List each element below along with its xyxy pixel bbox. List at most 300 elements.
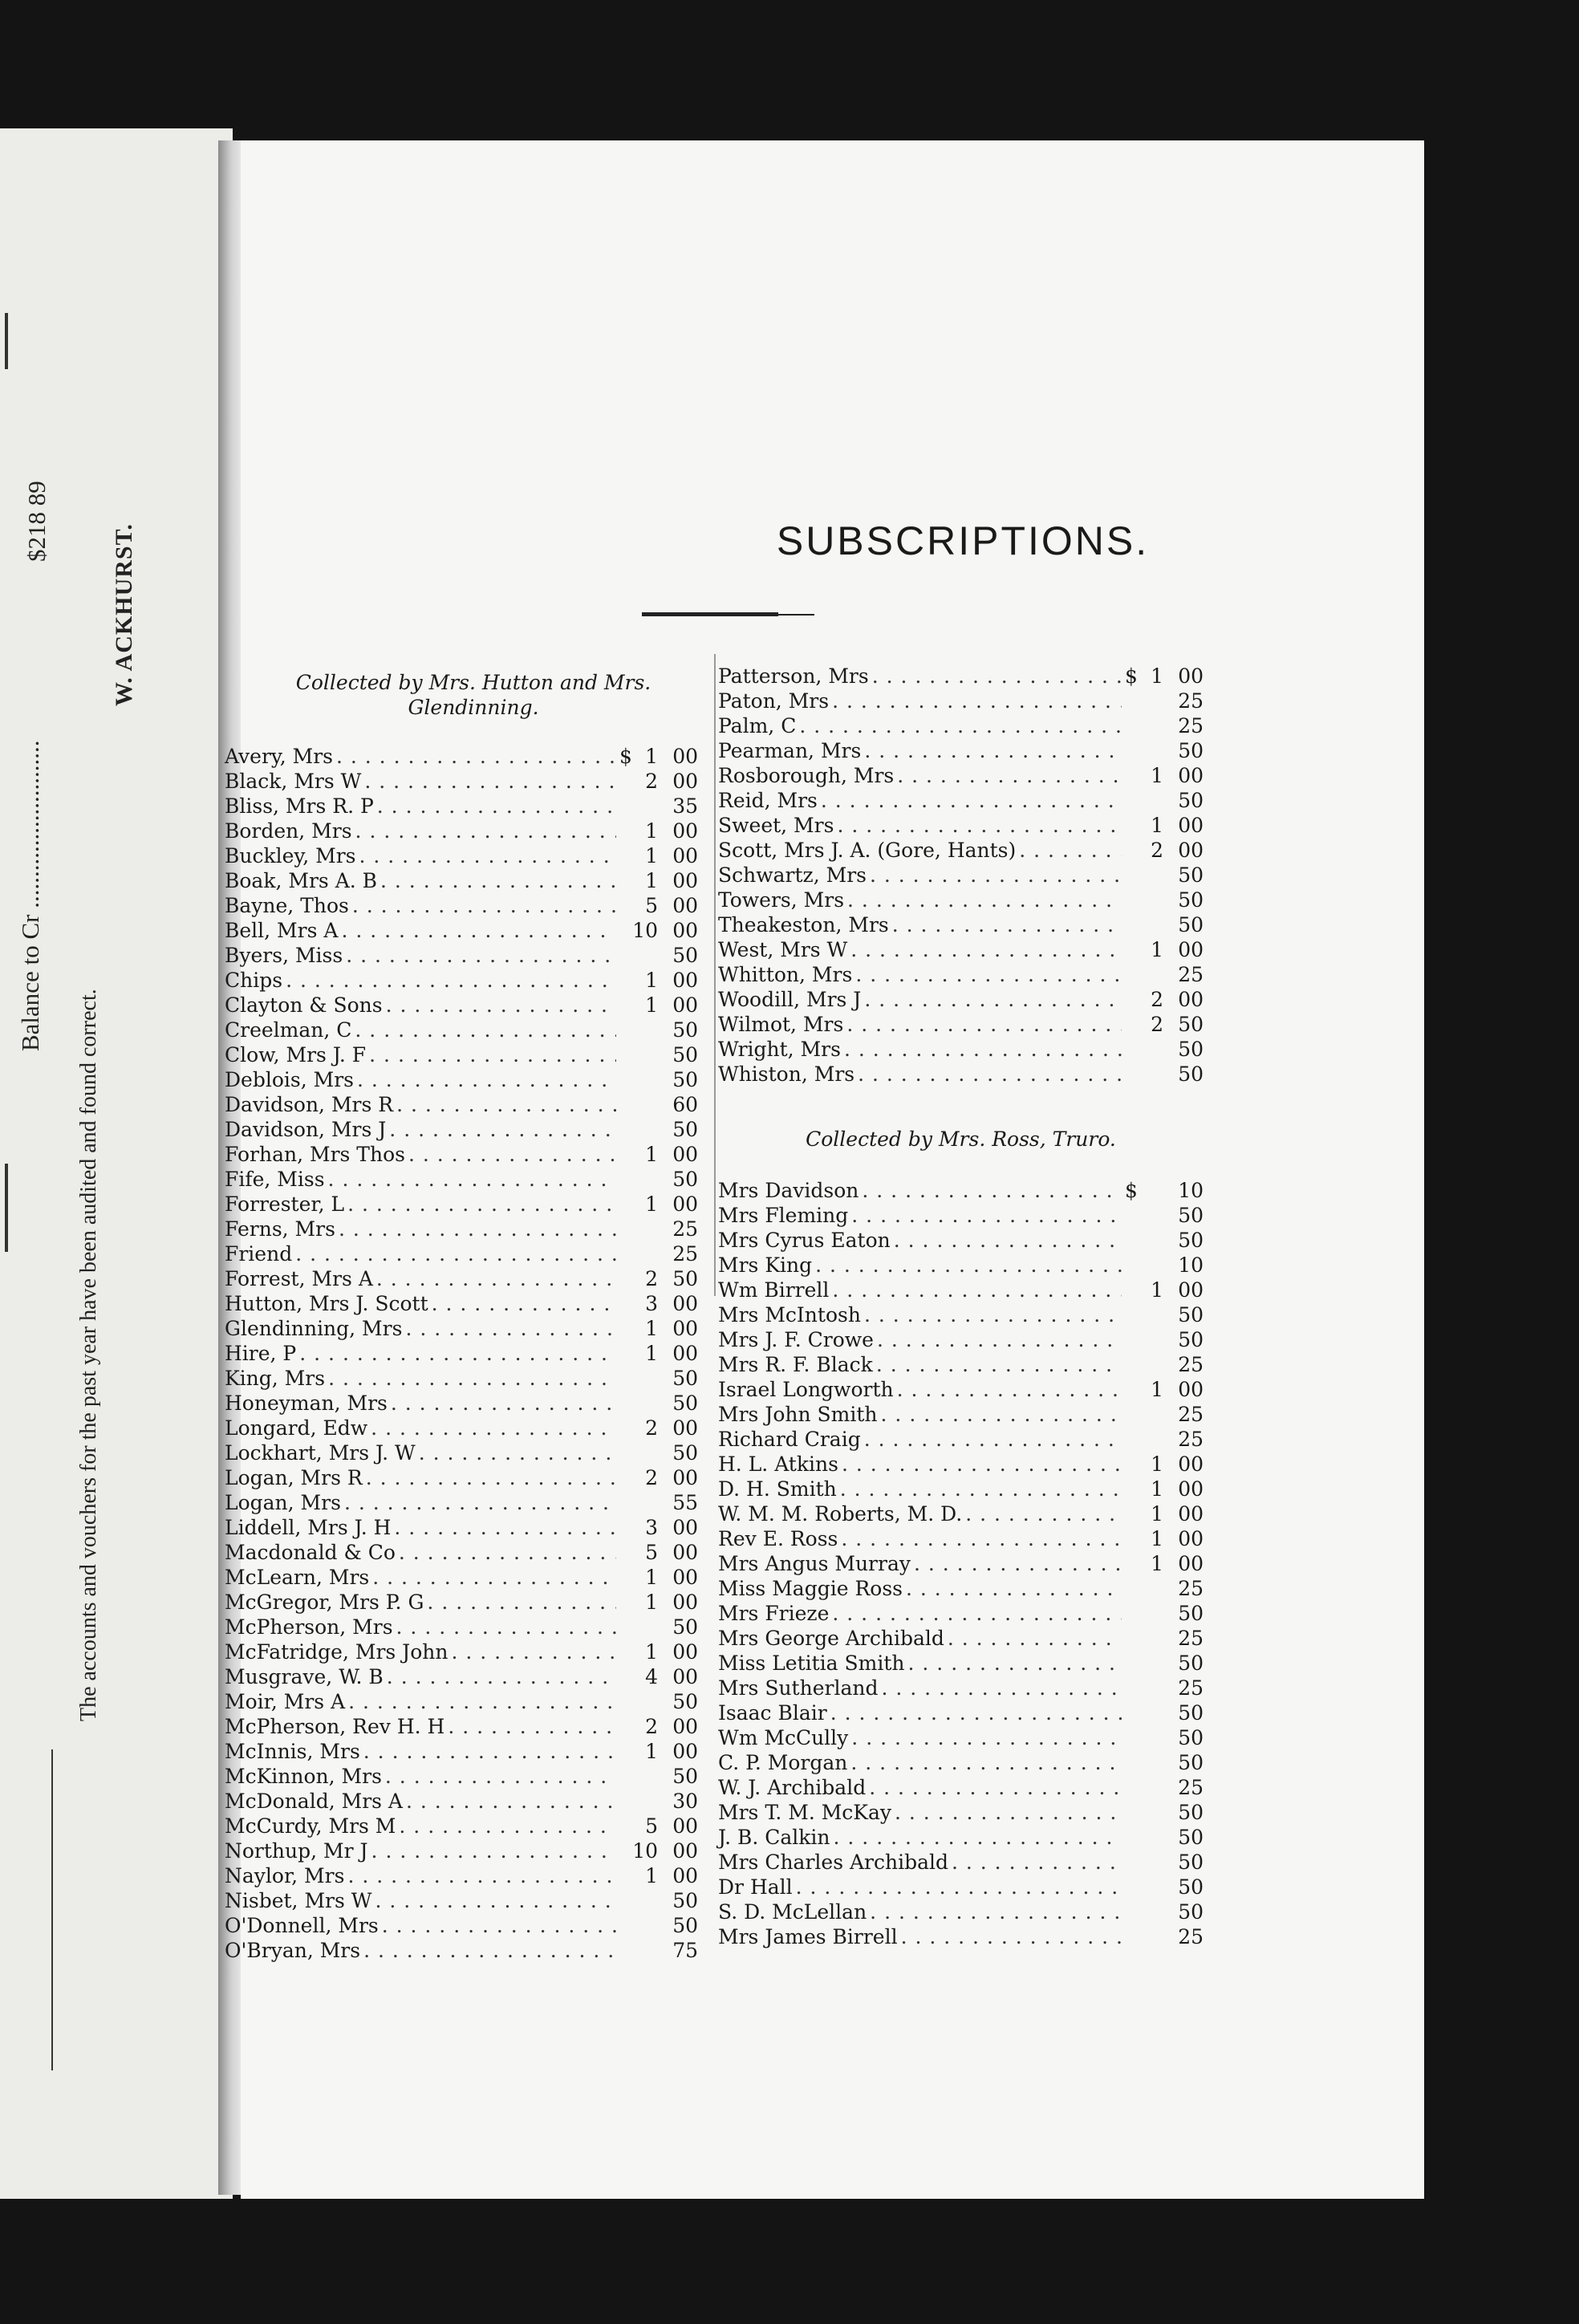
subscriber-row	[225, 794, 698, 819]
amount-cents: 50	[1178, 1229, 1204, 1252]
leader-dots	[363, 1739, 616, 1764]
subscriber-row	[225, 1789, 698, 1814]
subscriber-name: Sweet, Mrs	[718, 814, 834, 837]
subscriber-row	[225, 1416, 698, 1440]
leader-dots	[363, 1938, 616, 1963]
leader-dots	[881, 1402, 1122, 1427]
subscriber-name: Fife, Miss	[225, 1168, 325, 1191]
subscriber-name: Mrs Charles Archibald	[718, 1851, 948, 1874]
subscriber-name: S. D. McLellan	[718, 1900, 867, 1924]
leader-dots	[834, 1825, 1122, 1850]
amount-cents: 00	[672, 1292, 698, 1315]
subscriptions-page	[225, 140, 1424, 2199]
leader-dots	[377, 794, 616, 819]
leader-dots	[870, 863, 1122, 888]
leader-dots	[895, 1800, 1122, 1825]
leader-dots	[821, 788, 1122, 813]
leader-dots	[347, 1863, 616, 1888]
leader-dots	[299, 1341, 616, 1366]
subscriber-name: Mrs Cyrus Eaton	[718, 1229, 891, 1252]
subscriber-name: W. M. M. Roberts, M. D.	[718, 1502, 963, 1526]
amount-dollars: 2	[645, 1715, 658, 1738]
leader-dots	[897, 763, 1122, 788]
amount-cents: 30	[672, 1790, 698, 1813]
subscriber-row	[718, 1377, 1204, 1402]
subscriber-row	[225, 1515, 698, 1540]
leader-dots	[864, 987, 1122, 1012]
subscriber-row	[225, 1440, 698, 1465]
amount-dollars: 1	[1151, 1278, 1163, 1302]
leader-dots	[842, 1452, 1122, 1477]
subscriber-list	[718, 1178, 1204, 1949]
amount-cents: 50	[672, 1068, 698, 1091]
subscriber-row	[718, 1452, 1204, 1477]
subscriber-name: Liddell, Mrs J. H	[225, 1516, 392, 1539]
subscriber-row	[225, 1764, 698, 1789]
amount-cents: 50	[1178, 1204, 1204, 1227]
leader-dots	[376, 1266, 616, 1291]
subscriber-name: Northup, Mr J	[225, 1839, 368, 1863]
amount-cents: 00	[672, 969, 698, 992]
amount-cents: 35	[672, 794, 698, 818]
amount-cents: 50	[1178, 1303, 1204, 1327]
subscriber-name: Naylor, Mrs	[225, 1864, 345, 1887]
leader-dots	[405, 1316, 616, 1341]
leader-dots	[357, 1067, 616, 1092]
leader-dots	[832, 689, 1122, 713]
amount-cents: 50	[672, 1018, 698, 1042]
amount-cents: 50	[672, 1914, 698, 1937]
subscriber-name: Davidson, Mrs R	[225, 1093, 394, 1116]
amount-cents: 00	[1178, 1378, 1204, 1401]
subscriber-row	[718, 1253, 1204, 1278]
subscriber-row	[718, 912, 1204, 937]
subscriber-row	[718, 1576, 1204, 1601]
subscriber-name: Moir, Mrs A	[225, 1690, 346, 1713]
subscriber-row	[718, 1427, 1204, 1452]
amount-cents: 00	[1178, 764, 1204, 787]
amount-cents: 00	[672, 844, 698, 867]
amount-cents: 50	[672, 1267, 698, 1290]
amount-cents: 50	[1178, 913, 1204, 937]
leader-dots	[851, 1203, 1122, 1228]
subscriber-name: McInnis, Mrs	[225, 1740, 360, 1763]
leader-dots	[1019, 838, 1122, 863]
leader-dots	[876, 1352, 1122, 1377]
subscriber-row	[718, 738, 1204, 763]
subscriber-name: McPherson, Mrs	[225, 1615, 393, 1639]
subscriber-name: Black, Mrs W	[225, 770, 362, 793]
margin-rule-bottom	[51, 1749, 53, 2070]
leader-dots	[850, 1750, 1122, 1775]
amount-dollars: 1	[645, 1640, 658, 1664]
amount-cents: 50	[672, 1765, 698, 1788]
subscriber-row	[718, 1825, 1204, 1850]
subscriber-name: Towers, Mrs	[718, 888, 845, 912]
subscriber-row	[225, 1217, 698, 1241]
subscriber-name: J. B. Calkin	[718, 1826, 830, 1849]
subscriber-row	[718, 962, 1204, 987]
amount-cents: 50	[1178, 1751, 1204, 1774]
margin-rule-mid	[5, 1164, 8, 1252]
amount-cents: 00	[672, 1740, 698, 1763]
subscriber-name: Wilmot, Mrs	[718, 1013, 844, 1036]
amount-dollars: 2	[645, 1267, 658, 1290]
subscriber-row	[718, 763, 1204, 788]
amount-cents: 50	[672, 1392, 698, 1415]
subscriber-row	[718, 987, 1204, 1012]
subscriber-name: King, Mrs	[225, 1367, 326, 1390]
leader-dots	[359, 843, 617, 868]
subscriber-name: Miss Letitia Smith	[718, 1652, 905, 1675]
amount-cents: 00	[672, 819, 698, 843]
subscriber-name: West, Mrs W	[718, 938, 848, 961]
leader-dots	[355, 1018, 616, 1042]
leader-dots	[382, 1913, 616, 1938]
subscriber-name: Wm McCully	[718, 1726, 849, 1749]
amount-cents: 00	[672, 993, 698, 1017]
subscriber-name: Mrs Sutherland	[718, 1676, 879, 1700]
amount-cents: 50	[672, 944, 698, 967]
subscriber-row	[718, 1750, 1204, 1775]
subscriber-name: Rosborough, Mrs	[718, 764, 895, 787]
subscriber-row	[225, 1391, 698, 1416]
subscriber-row	[225, 1913, 698, 1938]
amount-cents: 60	[672, 1093, 698, 1116]
subscriptions-column-right	[718, 664, 1204, 1949]
subscriber-name: McGregor, Mrs P. G	[225, 1591, 424, 1614]
amount-dollars: 1	[1151, 1502, 1163, 1526]
leader-dots	[894, 1228, 1122, 1253]
subscriber-row	[718, 1924, 1204, 1949]
amount-cents: 00	[672, 1839, 698, 1863]
amount-cents: 00	[1178, 1527, 1204, 1550]
leader-dots	[386, 993, 616, 1018]
subscriber-row	[718, 1402, 1204, 1427]
amount-dollars: 1	[645, 1591, 658, 1614]
amount-dollars: 1	[645, 844, 658, 867]
leader-dots	[385, 1764, 616, 1789]
leader-dots	[295, 1241, 616, 1266]
amount-cents: 25	[1178, 1428, 1204, 1451]
leader-dots	[796, 1875, 1122, 1899]
leader-dots	[389, 1117, 616, 1142]
subscriber-name: Mrs Angus Murray	[718, 1552, 911, 1575]
subscriber-name: Bell, Mrs A	[225, 919, 339, 942]
subscriber-row	[225, 1664, 698, 1689]
subscriber-name: Clayton & Sons	[225, 993, 383, 1017]
leader-dots	[394, 1515, 616, 1540]
subscriber-name: Lockhart, Mrs J. W	[225, 1441, 416, 1465]
amount-dollars: 1	[1151, 1552, 1163, 1575]
amount-cents: 55	[672, 1491, 698, 1514]
subscriber-row	[225, 843, 698, 868]
amount-dollars: 1	[1151, 938, 1163, 961]
amount-cents: 50	[672, 1367, 698, 1390]
subscriber-row	[718, 1651, 1204, 1676]
currency-sign: $	[1125, 664, 1138, 688]
subscriber-name: Whitton, Mrs	[718, 963, 853, 986]
leader-dots	[406, 1789, 616, 1814]
subscriber-name: Logan, Mrs	[225, 1491, 341, 1514]
leader-dots	[901, 1924, 1122, 1949]
leader-dots	[366, 1465, 616, 1490]
subscriber-name: Pearman, Mrs	[718, 739, 862, 762]
subscriber-name: Patterson, Mrs	[718, 664, 869, 688]
subscriber-row	[225, 1018, 698, 1042]
amount-cents: 50	[1178, 1062, 1204, 1086]
title-rule-tail	[778, 614, 814, 616]
leader-dots	[372, 1565, 616, 1590]
subscriber-row	[718, 1899, 1204, 1924]
currency-sign: $	[1125, 1179, 1138, 1202]
leader-dots	[862, 1178, 1122, 1203]
amount-cents: 00	[1178, 1477, 1204, 1501]
leader-dots	[851, 1725, 1122, 1750]
subscriber-name: Ferns, Mrs	[225, 1217, 335, 1241]
subscriber-name: Richard Craig	[718, 1428, 861, 1451]
subscriber-name: Theakeston, Mrs	[718, 913, 889, 937]
subscriber-name: Forrest, Mrs A	[225, 1267, 373, 1290]
subscriber-row	[718, 1700, 1204, 1725]
amount-dollars: 10	[632, 1839, 658, 1863]
leader-dots	[815, 1253, 1122, 1278]
leader-dots	[855, 962, 1122, 987]
amount-dollars: 2	[645, 770, 658, 793]
leader-dots	[914, 1551, 1122, 1576]
subscriber-name: Mrs R. F. Black	[718, 1353, 873, 1376]
subscriber-name: Palm, C	[718, 714, 797, 737]
leader-dots	[870, 1899, 1122, 1924]
leader-dots	[355, 819, 616, 843]
leader-dots	[892, 912, 1122, 937]
leader-dots	[328, 1366, 616, 1391]
amount-cents: 50	[1178, 739, 1204, 762]
title-rule	[642, 612, 778, 616]
subscriber-name: Honeyman, Mrs	[225, 1392, 388, 1415]
subscriber-name: Mrs Fleming	[718, 1204, 849, 1227]
subscriber-row	[225, 819, 698, 843]
amount-cents: 00	[1178, 839, 1204, 862]
leader-dots	[427, 1590, 616, 1615]
subscriber-row	[225, 1192, 698, 1217]
subscriber-name: Nisbet, Mrs W	[225, 1889, 372, 1912]
leader-dots	[864, 1427, 1122, 1452]
amount-cents: 00	[672, 1516, 698, 1539]
subscriber-name: Dr Hall	[718, 1875, 793, 1899]
subscriber-row	[225, 1565, 698, 1590]
amount-dollars: 1	[645, 819, 658, 843]
leader-dots	[451, 1639, 616, 1664]
amount-dollars: 2	[645, 1416, 658, 1440]
subscriber-name: Buckley, Mrs	[225, 844, 356, 867]
subscriber-name: Borden, Mrs	[225, 819, 352, 843]
collector-heading: Collected by Mrs. Hutton and Mrs. Glendinning.	[295, 671, 651, 719]
leader-dots	[906, 1576, 1122, 1601]
leader-dots	[952, 1850, 1122, 1875]
amount-dollars: 2	[645, 1466, 658, 1489]
amount-cents: 00	[1178, 1502, 1204, 1526]
subscriber-row	[718, 788, 1204, 813]
amount-dollars: 1	[645, 1317, 658, 1340]
subscriber-name: Mrs Davidson	[718, 1179, 859, 1202]
subscriber-row	[225, 1888, 698, 1913]
amount-cents: 00	[1178, 664, 1204, 688]
amount-cents: 00	[672, 745, 698, 768]
amount-cents: 00	[672, 1143, 698, 1166]
amount-cents: 10	[1178, 1253, 1204, 1277]
subscriber-row	[225, 1689, 698, 1714]
amount-cents: 50	[672, 1889, 698, 1912]
leader-dots	[858, 1062, 1122, 1087]
amount-dollars: 1	[1151, 1378, 1163, 1401]
subscriber-name: C. P. Morgan	[718, 1751, 848, 1774]
subscriber-row	[225, 1241, 698, 1266]
subscriber-row	[225, 1714, 698, 1739]
amount-cents: 00	[1178, 1278, 1204, 1302]
subscriber-row	[718, 1775, 1204, 1800]
amount-cents: 10	[1178, 1179, 1204, 1202]
leader-dots	[846, 1012, 1122, 1037]
subscriber-row	[225, 1490, 698, 1515]
subscriber-name: Byers, Miss	[225, 944, 343, 967]
amount-cents: 50	[1178, 1826, 1204, 1849]
subscriber-row	[225, 744, 698, 769]
leader-dots	[371, 1416, 616, 1440]
amount-cents: 25	[1178, 1403, 1204, 1426]
subscriber-row	[225, 1142, 698, 1167]
subscriber-name: Friend	[225, 1242, 293, 1266]
leader-dots	[286, 968, 616, 993]
subscriber-row	[718, 1302, 1204, 1327]
amount-dollars: 1	[645, 869, 658, 892]
subscriber-name: Schwartz, Mrs	[718, 863, 867, 887]
subscriber-row	[718, 1676, 1204, 1700]
amount-cents: 50	[1178, 1801, 1204, 1824]
subscriber-row	[225, 1316, 698, 1341]
amount-cents: 00	[672, 770, 698, 793]
subscriber-row	[718, 1477, 1204, 1501]
subscriber-row	[718, 1203, 1204, 1228]
column-divider	[714, 654, 716, 1296]
subscriber-name: Scott, Mrs J. A. (Gore, Hants)	[718, 839, 1017, 862]
subscriber-row	[225, 1639, 698, 1664]
amount-cents: 50	[1178, 1602, 1204, 1625]
subscriber-name: Reid, Mrs	[718, 789, 818, 812]
amount-cents: 25	[1178, 1776, 1204, 1799]
amount-cents: 25	[672, 1217, 698, 1241]
amount-cents: 00	[672, 1466, 698, 1489]
amount-cents: 25	[1178, 963, 1204, 986]
subscriber-row	[718, 1037, 1204, 1062]
leader-dots	[847, 888, 1122, 912]
subscriber-row	[718, 1501, 1204, 1526]
amount-cents: 00	[672, 1591, 698, 1614]
leader-dots	[830, 1700, 1122, 1725]
amount-cents: 50	[1178, 1038, 1204, 1061]
leader-dots	[396, 1092, 616, 1117]
amount-cents: 00	[672, 1864, 698, 1887]
amount-cents: 50	[1178, 888, 1204, 912]
subscriber-name: Macdonald & Co	[225, 1541, 396, 1564]
amount-cents: 00	[1178, 1452, 1204, 1476]
subscriber-name: H. L. Atkins	[718, 1452, 838, 1476]
subscriber-row	[225, 918, 698, 943]
amount-cents: 00	[672, 1317, 698, 1340]
subscriber-name: Woodill, Mrs J	[718, 988, 862, 1011]
subscriber-row	[225, 1291, 698, 1316]
subscriber-name: Clow, Mrs J. F	[225, 1043, 367, 1067]
leader-dots	[832, 1278, 1122, 1302]
leader-dots	[352, 893, 616, 918]
amount-cents: 50	[1178, 863, 1204, 887]
subscriber-row	[225, 1092, 698, 1117]
subscriber-row	[718, 813, 1204, 838]
subscriber-name: Wright, Mrs	[718, 1038, 841, 1061]
leader-dots	[408, 1142, 616, 1167]
subscriber-name: Deblois, Mrs	[225, 1068, 354, 1091]
subscriber-row	[718, 1875, 1204, 1899]
subscriber-name: McFatridge, Mrs John	[225, 1640, 449, 1664]
amount-cents: 00	[1178, 1552, 1204, 1575]
amount-dollars: 2	[1151, 1013, 1163, 1036]
amount-dollars: 3	[645, 1516, 658, 1539]
leader-dots	[897, 1377, 1122, 1402]
amount-dollars: 1	[1151, 1477, 1163, 1501]
amount-cents: 50	[1178, 789, 1204, 812]
amount-cents: 25	[1178, 1353, 1204, 1376]
leader-dots	[419, 1440, 616, 1465]
amount-dollars: 10	[632, 919, 658, 942]
leader-dots	[369, 1042, 616, 1067]
subscriber-row	[225, 968, 698, 993]
subscriber-row	[225, 943, 698, 968]
subscriber-row	[225, 1067, 698, 1092]
subscriber-name: Hire, P	[225, 1342, 297, 1365]
subscriber-name: O'Donnell, Mrs	[225, 1914, 379, 1937]
subscriber-name: Avery, Mrs	[225, 745, 333, 768]
subscriber-name: Mrs Frieze	[718, 1602, 830, 1625]
subscriber-row	[718, 863, 1204, 888]
leader-dots	[375, 1888, 616, 1913]
amount-dollars: 1	[645, 1864, 658, 1887]
amount-cents: 00	[672, 1814, 698, 1838]
amount-cents: 50	[672, 1615, 698, 1639]
subscriber-row	[718, 1278, 1204, 1302]
amount-cents: 50	[1178, 1900, 1204, 1924]
balance-line: Balance to Cr ...........................	[16, 740, 44, 1051]
subscriber-name: Rev E. Ross	[718, 1527, 838, 1550]
subscriber-name: O'Bryan, Mrs	[225, 1939, 361, 1962]
amount-cents: 00	[1178, 988, 1204, 1011]
subscriber-name: Logan, Mrs R	[225, 1466, 363, 1489]
subscriber-row	[718, 1551, 1204, 1576]
subscriber-name: McKinnon, Mrs	[225, 1765, 382, 1788]
amount-dollars: 1	[645, 1143, 658, 1166]
subscriber-name: McPherson, Rev H. H	[225, 1715, 445, 1738]
leader-dots	[872, 664, 1122, 689]
subscriber-row	[225, 1590, 698, 1615]
amount-cents: 25	[1178, 1925, 1204, 1948]
subscriber-name: Davidson, Mrs J	[225, 1118, 387, 1141]
leader-dots	[344, 1490, 616, 1515]
subscriber-name: Hutton, Mrs J. Scott	[225, 1292, 428, 1315]
subscriber-row	[718, 1800, 1204, 1825]
amount-dollars: 1	[645, 1342, 658, 1365]
subscriber-name: Mrs J. F. Crowe	[718, 1328, 874, 1351]
amount-cents: 50	[672, 1118, 698, 1141]
subscriber-row	[718, 1725, 1204, 1750]
